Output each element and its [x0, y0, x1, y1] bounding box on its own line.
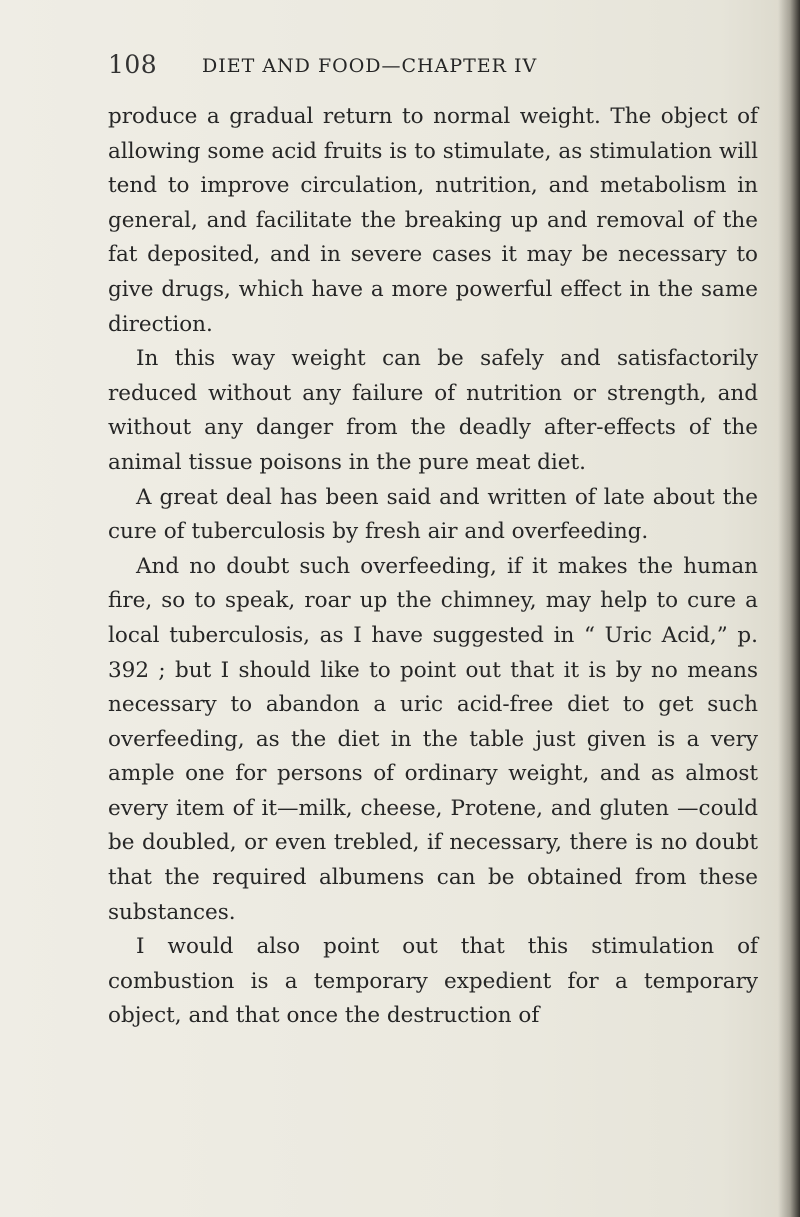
paragraph: In this way weight can be safely and satisfactorily reduced without any failure of nutrition or strength, and without any danger from the deadly after-effects of the animal tissue poisons in the pure meat diet. — [108, 346, 758, 475]
chapter-title: DIET AND FOOD—CHAPTER IV — [202, 55, 538, 77]
paragraph: And no doubt such overfeeding, if it makes the human fire, so to speak, roar up the chimney, may help to cure a local tuberculosis, as I have suggested in “ Uric Acid,” p. 392 ; but I should like to point out that it is by no means necessary to abandon a uric acid-free diet to get such overfeeding, as the diet in the table just given is a very ample one for persons of ordinary weight, and as almost every item of it—milk, cheese, Protene, and gluten —could be doubled, or even trebled, if necessary, there is no doubt that the required albumens can be obtained from these substances. — [108, 553, 758, 925]
paragraph-continued: produce a gradual return to normal weight. The object of allowing some acid fruits is to stimulate, as stimulation will tend to improve circulation, nutrition, and metabolism in general, and facilitate the breaking up and removal of the fat deposited, and in severe cases it may be necessary to give drugs, which have a more powerful effect in the same direction. — [108, 104, 758, 337]
paragraph: A great deal has been said and written of late about the cure of tuberculosis by fresh air and overfeeding. — [108, 484, 758, 545]
body-text — [108, 100, 758, 1034]
page-number: 108 — [108, 50, 158, 79]
running-head — [108, 50, 668, 90]
paragraph: I would also point out that this stimulation of combustion is a temporary expedient for a temporary object, and that once the destruction of — [108, 934, 758, 1029]
page-edge-shadow — [778, 0, 800, 1217]
